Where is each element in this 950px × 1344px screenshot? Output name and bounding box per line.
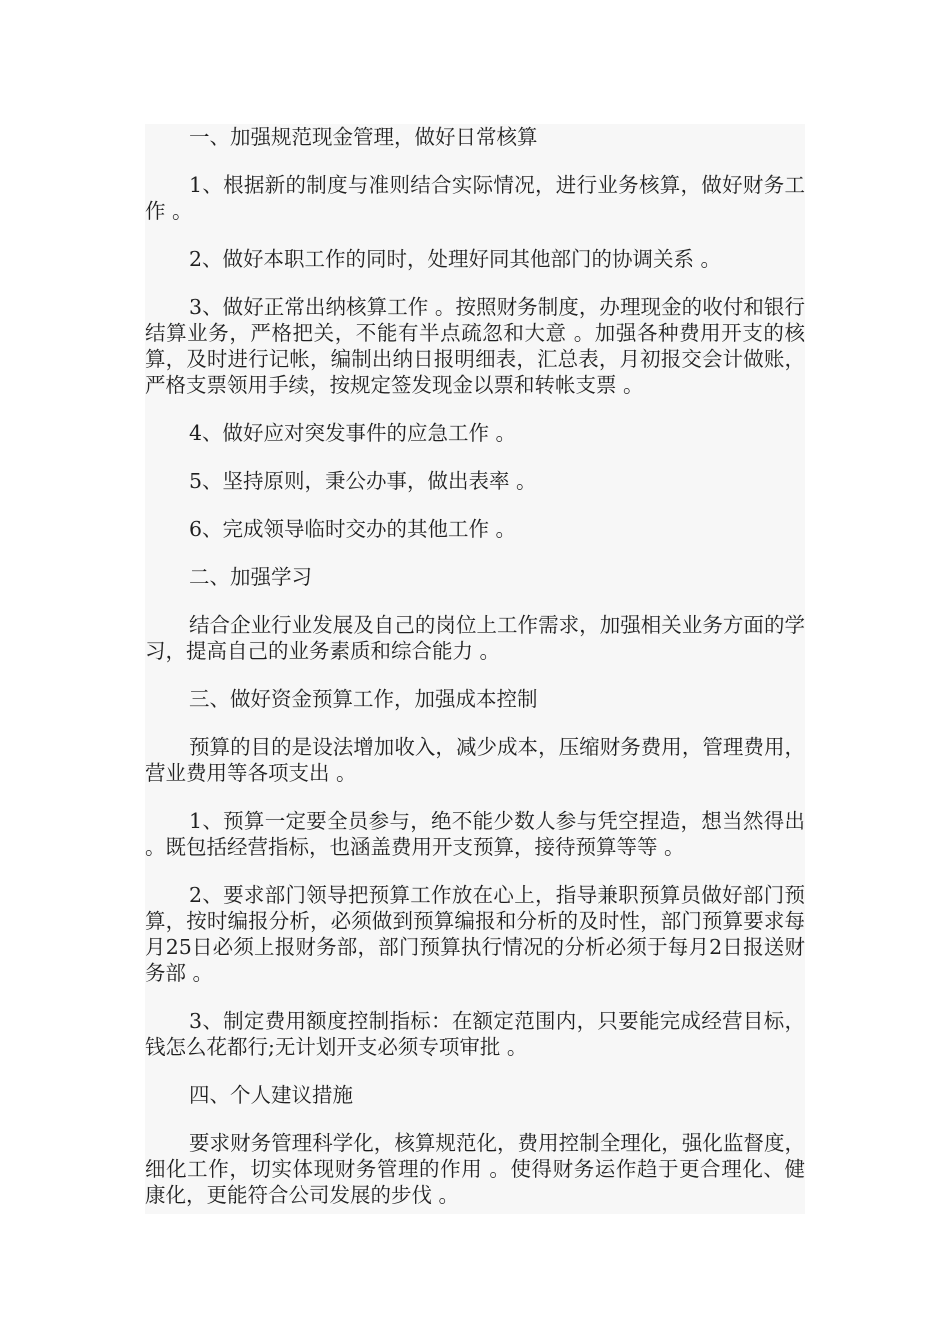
section-heading-1: 一、加强规范现金管理，做好日常核算 xyxy=(189,125,538,149)
paragraph-item-2: 2、做好本职工作的同时，处理好同其他部门的协调关系 。 xyxy=(189,247,722,271)
paragraph-budget-1: 1、预算一定要全员参与，绝不能少数人参与凭空捏造，想当然得出 。既包括经营指标，也涵盖费用开支预算，接待预算等等 。 xyxy=(145,809,805,859)
document-body xyxy=(145,124,805,1214)
paragraph-suggestions: 要求财务管理科学化，核算规范化，费用控制全理化，强化监督度，细化工作，切实体现财务管理的作用 。使得财务运作趋于更合理化、健康化，更能符合公司发展的步伐 。 xyxy=(145,1131,805,1207)
paragraph-item-5: 5、坚持原则，秉公办事，做出表率 。 xyxy=(189,469,537,493)
paragraph-item-1: 1、根据新的制度与准则结合实际情况，进行业务核算，做好财务工作 。 xyxy=(145,173,805,223)
paragraph-budget-purpose: 预算的目的是设法增加收入，减少成本，压缩财务费用，管理费用，营业费用等各项支出 。 xyxy=(145,735,805,785)
paragraph-budget-3: 3、制定费用额度控制指标：在额定范围内，只要能完成经营目标，钱怎么花都行;无计划开支必须专项审批 。 xyxy=(145,1009,805,1059)
paragraph-learning: 结合企业行业发展及自己的岗位上工作需求，加强相关业务方面的学习，提高自己的业务素质和综合能力 。 xyxy=(145,613,805,663)
section-heading-2: 二、加强学习 xyxy=(189,565,312,589)
paragraph-item-6: 6、完成领导临时交办的其他工作 。 xyxy=(189,517,517,541)
paragraph-item-4: 4、做好应对突发事件的应急工作 。 xyxy=(189,421,517,445)
section-heading-3: 三、做好资金预算工作，加强成本控制 xyxy=(189,687,538,711)
section-heading-4: 四、个人建议措施 xyxy=(189,1083,353,1107)
paragraph-item-3: 3、做好正常出纳核算工作 。按照财务制度，办理现金的收付和银行结算业务，严格把关，不能有半点疏忽和大意 。加强各种费用开支的核算，及时进行记帐，编制出纳日报明细表，汇总表，月初报交会计做账，严格支票领用手续，按规定签发现金以票和转帐支票 。 xyxy=(145,295,805,397)
paragraph-budget-2: 2、要求部门领导把预算工作放在心上，指导兼职预算员做好部门预算，按时编报分析，必须做到预算编报和分析的及时性，部门预算要求每月25日必须上报财务部，部门预算执行情况的分析必须于每月2日报送财务部 。 xyxy=(145,883,805,985)
